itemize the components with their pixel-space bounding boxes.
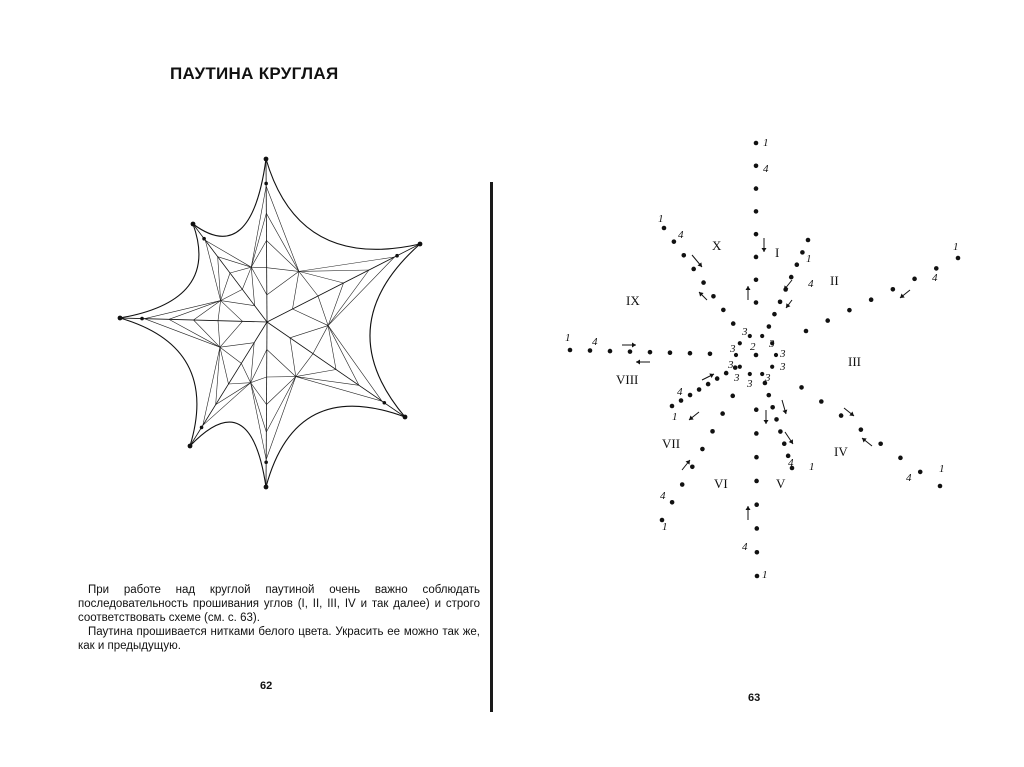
- sector-label-viii: VIII: [616, 372, 639, 387]
- ray-ix-label-4: 4: [592, 336, 598, 348]
- scheme-inner-dot: [770, 365, 774, 369]
- scheme-dot: [672, 239, 677, 244]
- scheme-dot: [648, 350, 653, 355]
- thread-line: [145, 301, 221, 319]
- scheme-dot: [799, 385, 804, 390]
- scheme-dot: [670, 404, 675, 409]
- ray-ii-label-1: 1: [806, 253, 812, 265]
- instructions-text: [78, 583, 480, 653]
- scheme-arrow-head: [636, 360, 640, 365]
- right-page: [492, 0, 1024, 767]
- thread-line: [251, 267, 254, 305]
- scheme-dot: [662, 226, 667, 231]
- scheme-dot: [754, 141, 759, 146]
- scheme-dot: [688, 393, 693, 398]
- thread-line: [218, 301, 221, 321]
- ray-vi-label-1: 1: [762, 569, 768, 581]
- point-label-3-g: 3: [734, 372, 740, 384]
- scheme-inner-dot: [748, 334, 752, 338]
- scheme-dot: [754, 232, 759, 237]
- web-star-threads: [118, 157, 423, 490]
- scheme-arrow-head: [762, 248, 767, 252]
- scheme-dot: [708, 351, 713, 356]
- thread-line: [296, 354, 313, 377]
- scheme-arrow-head: [632, 343, 636, 348]
- star-arm-dot: [395, 254, 399, 258]
- star-tip-dot: [403, 415, 408, 420]
- ray-v-label-1: 1: [809, 461, 815, 473]
- thread-line: [221, 301, 255, 306]
- scheme-dot: [588, 348, 593, 353]
- scheme-dot: [754, 431, 759, 436]
- thread-line: [267, 268, 299, 272]
- scheme-inner-dot: [738, 341, 742, 345]
- scheme-dot: [754, 163, 759, 168]
- point-label-3-c: 3: [769, 338, 775, 350]
- scheme-dot: [804, 329, 809, 334]
- scheme-inner-dot: [748, 372, 752, 376]
- thread-line: [296, 370, 336, 377]
- scheme-dot: [754, 255, 759, 260]
- star-outline: [120, 159, 420, 487]
- ray-iv-label-1: 1: [939, 463, 945, 475]
- scheme-dot: [679, 398, 684, 403]
- scheme-dot: [715, 376, 720, 381]
- ray-i-label-1: 1: [763, 137, 769, 149]
- thread-line: [169, 301, 221, 320]
- scheme-inner-dot: [760, 334, 764, 338]
- thread-line: [220, 321, 243, 347]
- scheme-dot: [918, 470, 923, 475]
- scheme-dot: [731, 321, 736, 326]
- thread-line: [290, 338, 296, 377]
- scheme-dot: [754, 526, 759, 531]
- scheme-dot: [869, 297, 874, 302]
- star-tip-dot: [418, 242, 423, 247]
- sector-label-vi: VI: [714, 476, 728, 491]
- sector-label-vii: VII: [662, 436, 681, 451]
- scheme-inner-dot: [738, 365, 742, 369]
- scheme-arrow-head: [764, 420, 769, 424]
- star-tip-dot: [264, 485, 269, 490]
- thread-line: [296, 377, 382, 402]
- star-arm-dot: [264, 182, 268, 186]
- point-label-3-d: 3: [780, 348, 786, 360]
- thread-line: [251, 383, 267, 432]
- scheme-dot: [754, 186, 759, 191]
- scheme-dot: [754, 300, 759, 305]
- scheme-dot: [778, 429, 783, 434]
- page-number-right: 63: [748, 692, 761, 704]
- thread-line: [169, 319, 220, 347]
- scheme-dot: [668, 350, 673, 355]
- thread-line: [218, 321, 220, 348]
- scheme-dot: [878, 441, 883, 446]
- scheme-dot: [778, 300, 783, 305]
- thread-line: [242, 267, 251, 289]
- scheme-dot: [688, 351, 693, 356]
- ray-i-label-4: 4: [763, 163, 769, 175]
- scheme-dot: [839, 413, 844, 418]
- thread-line: [241, 363, 250, 382]
- scheme-dot: [825, 318, 830, 323]
- scheme-dot: [782, 441, 787, 446]
- scheme-dot: [568, 348, 573, 353]
- sector-label-v: V: [776, 476, 786, 491]
- thread-line: [299, 271, 318, 296]
- scheme-dot: [934, 266, 939, 271]
- scheme-inner-dot: [774, 353, 778, 357]
- point-label-3-b: 3: [730, 343, 736, 355]
- scheme-dot: [956, 256, 961, 261]
- scheme-dot: [789, 275, 794, 280]
- ray-vi-label-4: 4: [742, 541, 748, 553]
- sector-label-ii: II: [830, 273, 839, 288]
- thread-line: [194, 320, 220, 347]
- star-arm-dot: [200, 426, 204, 430]
- star-arm-dot: [383, 401, 387, 405]
- scheme-dot: [710, 429, 715, 434]
- ray-ix-label-1: 1: [565, 332, 571, 344]
- thread-line: [216, 383, 251, 405]
- star-arm-dot: [202, 237, 206, 241]
- thread-line: [229, 383, 251, 384]
- thread-line: [203, 383, 251, 426]
- scheme-dot: [700, 447, 705, 452]
- scheme-dot: [730, 394, 735, 399]
- scheme-points: [568, 141, 961, 579]
- thread-line: [296, 377, 359, 386]
- scheme-dot: [670, 500, 675, 505]
- scheme-dot: [767, 324, 772, 329]
- ray-x-label-4: 4: [678, 229, 684, 241]
- scheme-dot: [608, 349, 613, 354]
- scheme-dot: [819, 399, 824, 404]
- instructions-paragraph-2: Паутина прошивается нитками белого цвета. Украсить ее можно так же, как и предыдущую.: [78, 626, 480, 652]
- scheme-dot: [680, 482, 685, 487]
- sector-label-ix: IX: [626, 293, 640, 308]
- thread-line: [299, 270, 369, 271]
- scheme-dot: [720, 411, 725, 416]
- point-label-3-i: 3: [747, 378, 753, 390]
- thread-line: [266, 377, 295, 432]
- sector-label-x: X: [712, 238, 722, 253]
- star-tip-dot: [118, 316, 123, 321]
- scheme-dot: [859, 427, 864, 432]
- scheme-dot: [711, 294, 716, 299]
- scheme-dot: [733, 365, 738, 370]
- sector-label-i: I: [775, 245, 780, 260]
- scheme-dot: [690, 464, 695, 469]
- scheme-center-dot: [754, 353, 759, 358]
- thread-line: [266, 213, 299, 271]
- point-label-3-f: 3: [780, 361, 786, 373]
- page-title: ПАУТИНА КРУГЛАЯ: [170, 64, 339, 83]
- thread-line: [218, 257, 252, 268]
- thread-line: [251, 186, 266, 267]
- scheme-dot: [681, 253, 686, 258]
- ray-iii-label-4: 4: [932, 272, 938, 284]
- thread-line: [299, 271, 344, 283]
- web-star-illustration: [0, 0, 490, 560]
- scheme-labels: [565, 137, 959, 581]
- scheme-dot: [766, 393, 771, 398]
- thread-line: [251, 213, 266, 267]
- thread-line: [293, 271, 299, 309]
- star-arm-dot: [264, 460, 268, 464]
- thread-line: [220, 343, 254, 348]
- scheme-dot: [774, 417, 779, 422]
- ray-iii-label-1: 1: [953, 241, 959, 253]
- sewing-scheme-diagram: [492, 0, 1024, 767]
- scheme-dot: [912, 277, 917, 282]
- thread-line: [251, 383, 267, 460]
- scheme-dot: [628, 349, 633, 354]
- scheme-dot: [697, 387, 702, 392]
- thread-line: [293, 309, 329, 326]
- scheme-dot: [721, 308, 726, 313]
- ray-x-label-1: 1: [658, 213, 664, 225]
- thread-line: [267, 377, 296, 405]
- point-label-3-a: 3: [742, 326, 748, 338]
- ray-ii-label-4: 4: [808, 278, 814, 290]
- page-number-left: 62: [260, 680, 273, 692]
- center-label-2: 2: [750, 341, 756, 353]
- scheme-dot: [795, 262, 800, 267]
- scheme-dot: [754, 455, 759, 460]
- star-tip-dot: [188, 444, 193, 449]
- scheme-dot: [770, 405, 775, 410]
- thread-line: [230, 267, 251, 273]
- scheme-arrow-head: [746, 506, 751, 510]
- scheme-arrow-head: [786, 303, 790, 308]
- ray-vii-label-1: 1: [662, 521, 668, 533]
- thread-line: [328, 326, 359, 386]
- point-label-3-e: 3: [728, 359, 734, 371]
- star-tip-dot: [191, 222, 196, 227]
- ray-vii-label-4: 4: [660, 490, 666, 502]
- scheme-dot: [754, 502, 759, 507]
- ray-viii-label-1: 1: [672, 411, 678, 423]
- scheme-dot: [754, 407, 759, 412]
- scheme-dot: [755, 574, 760, 579]
- scheme-dot: [938, 484, 943, 489]
- scheme-dot: [706, 382, 711, 387]
- thread-line: [205, 240, 251, 267]
- scheme-dot: [806, 238, 811, 243]
- ray-viii-label-4: 4: [677, 386, 683, 398]
- scheme-dot: [691, 267, 696, 272]
- left-page: [0, 0, 490, 767]
- thread-line: [221, 301, 243, 322]
- point-label-3-h: 3: [765, 372, 771, 384]
- star-arm-dot: [140, 317, 144, 321]
- instructions-paragraph-1: При работе над круглой паутиной очень важно соблюдать последовательность прошивания углов (I, II, III, IV и так далее) и строго соответствовать схеме (см. с. 63).: [78, 584, 480, 624]
- thread-line: [328, 257, 394, 326]
- scheme-dot: [754, 209, 759, 214]
- thread-line: [328, 270, 369, 326]
- scheme-inner-dot: [760, 372, 764, 376]
- sector-label-iii: III: [848, 354, 861, 369]
- thread-line: [203, 347, 220, 425]
- ray-iv-label-4: 4: [906, 472, 912, 484]
- scheme-dot: [754, 277, 759, 282]
- scheme-dot: [891, 287, 896, 292]
- ray-v-label-4: 4: [788, 457, 794, 469]
- scheme-arrow-head: [746, 286, 751, 290]
- star-tip-dot: [264, 157, 269, 162]
- scheme-dot: [724, 371, 729, 376]
- scheme-dot: [800, 250, 805, 255]
- scheme-dot: [754, 479, 759, 484]
- scheme-dot: [755, 550, 760, 555]
- thread-line: [318, 296, 328, 326]
- scheme-dot: [701, 280, 706, 285]
- thread-line: [328, 326, 336, 370]
- thread-line: [266, 377, 296, 460]
- thread-line: [267, 241, 299, 272]
- scheme-dot: [772, 312, 777, 317]
- thread-line: [267, 350, 296, 377]
- scheme-dot: [898, 456, 903, 461]
- thread-line: [267, 271, 299, 294]
- scheme-dot: [847, 308, 852, 313]
- sector-label-iv: IV: [834, 444, 848, 459]
